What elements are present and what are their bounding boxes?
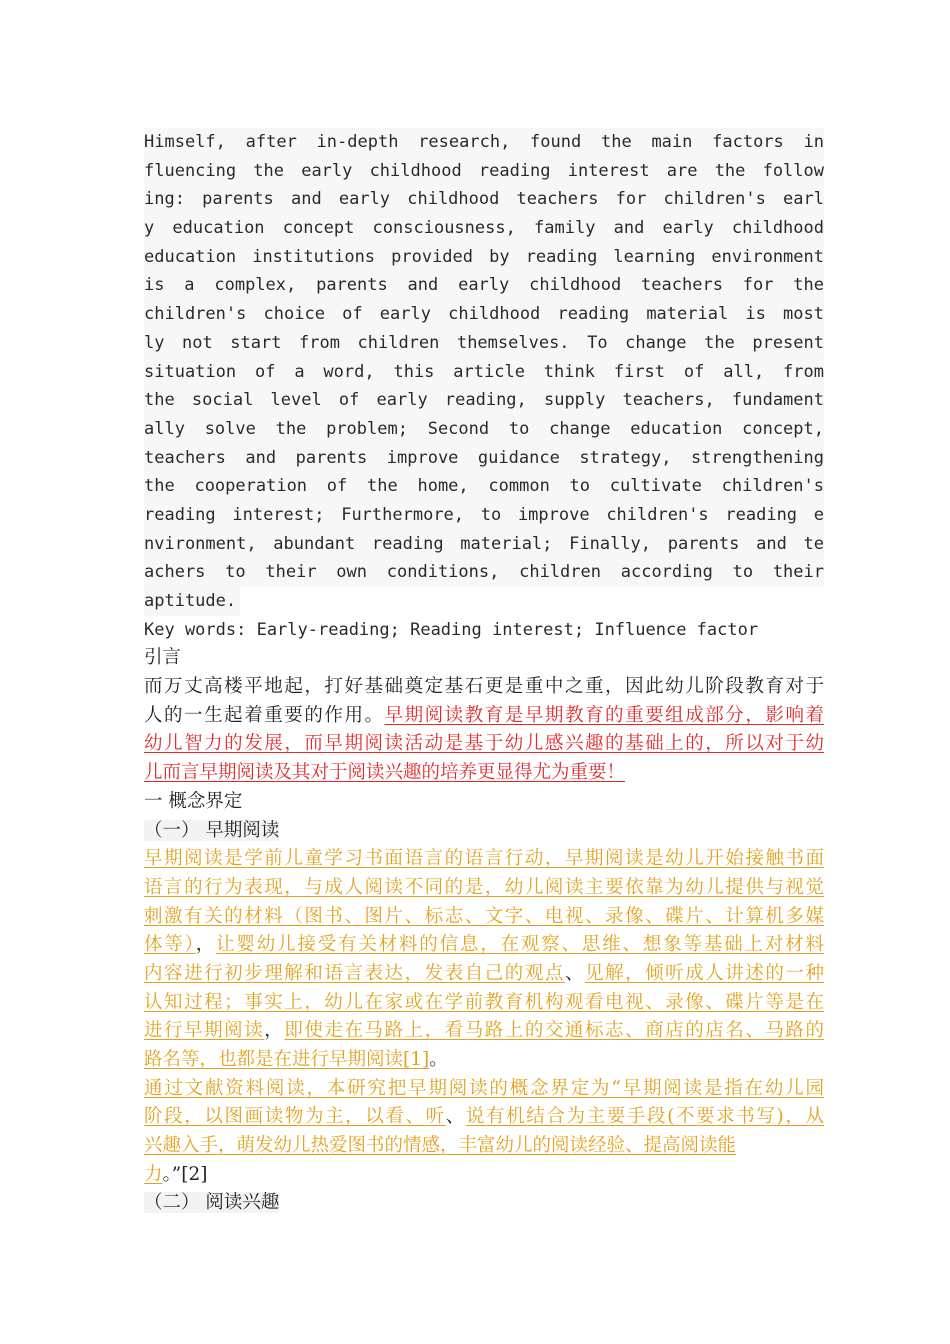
abstract-line: children's choice of early childhood reading material is most (144, 300, 824, 329)
subsection-heading-text: （一） 早期阅读 (144, 819, 280, 841)
highlighted-text: 路名等，也都是在进行早期阅读[1] (144, 1049, 430, 1070)
text-span: 人的一生起着重要的作用。 (144, 704, 385, 726)
highlighted-text: 说有机结合为主要手段(不要求书写)，从 (465, 1106, 824, 1128)
highlighted-text: 早期阅读教育是早期教育的重要组成部分，影响着 (384, 704, 824, 726)
text-line (144, 730, 824, 759)
text-span: ， (195, 934, 217, 956)
abstract-line: y education concept consciousness, family and early childhood (144, 214, 824, 243)
abstract-line: ing: parents and early childhood teachers for children's earl (144, 185, 824, 214)
text-span: 、 (564, 962, 585, 984)
text-line (144, 845, 824, 874)
highlighted-text: 内容进行初步理解和语言表达，发表自己的观点 (144, 962, 565, 984)
abstract-line: ally solve the problem; Second to change education concept, (144, 415, 824, 444)
text-line (144, 989, 824, 1018)
subsection-heading (144, 817, 824, 846)
highlighted-text: 幼儿阅读主要依靠为幼儿提供与视觉 (504, 876, 824, 898)
english-abstract (144, 128, 824, 616)
text-span: 。”[2] (162, 1163, 208, 1185)
text-line (144, 1075, 824, 1104)
text-line: 而万丈高楼平地起，打好基础奠定基石更是重中之重，因此幼儿阶段教育对于 (144, 676, 824, 698)
text-line (144, 702, 824, 731)
text-line (144, 931, 824, 960)
abstract-line: nvironment, abundant reading material; Finally, parents and te (144, 530, 824, 559)
highlighted-text: 让婴幼儿接受有关材料的信息，在观察、思维、想象等基础上对材料 (216, 934, 824, 956)
keywords: Key words: Early-reading; Reading interest; Influence factor (144, 619, 759, 640)
definition-paragraph-2 (144, 1075, 824, 1190)
abstract-line: achers to their own conditions, children according to their (144, 558, 824, 587)
text-span: ， (264, 1020, 285, 1042)
subsection-heading-text: （二） 阅读兴趣 (144, 1192, 280, 1214)
abstract-line: Himself, after in-depth research, found the main factors in (144, 128, 824, 157)
abstract-line: the social level of early reading, supply teachers, fundament (144, 386, 824, 415)
highlighted-text: 幼儿智力的发展，而早期阅读活动是基于幼儿感兴趣的基础上的，所以对于幼 (144, 733, 824, 755)
text-line (144, 960, 824, 989)
highlighted-text: 儿而言早期阅读及其对于阅读兴趣的培养更显得尤为重要！ (144, 762, 626, 784)
abstract-line: is a complex, parents and early childhood teachers for the (144, 271, 824, 300)
abstract-line: reading interest; Furthermore, to improve children's reading e (144, 501, 824, 530)
highlighted-text: 进行早期阅读 (144, 1020, 265, 1042)
intro-paragraph (144, 673, 824, 788)
highlighted-text: 刺激有关的材料（图书、图片、标志、文字、电视、录像、碟片、计算机多媒 (144, 905, 824, 927)
highlighted-text: 通过文献资料阅读，本研究把早期阅读的概念界定为“早期阅读是指在幼儿园 (144, 1077, 824, 1099)
text-line (144, 759, 824, 788)
text-line (144, 1017, 824, 1046)
highlighted-text: 兴趣入手，萌发幼儿热爱图书的情感，丰富幼儿的阅读经验、提高阅读能 (144, 1135, 737, 1157)
abstract-line: fluencing the early childhood reading interest are the follow (144, 157, 824, 186)
text-line (144, 874, 824, 903)
text-line (144, 1046, 824, 1075)
definition-paragraph (144, 845, 824, 1075)
abstract-line: situation of a word, this article think first of all, from (144, 358, 824, 387)
highlighted-text: 阶段，以图画读物为主，以看、听 (144, 1106, 446, 1128)
section-heading: 一 概念界定 (144, 790, 243, 812)
abstract-line: the cooperation of the home, common to cultivate children's (144, 472, 824, 501)
highlighted-text: 早期阅读是学前儿童学习书面语言的语言行动，早期阅读是幼儿开始接触书面 (144, 848, 824, 870)
text-span: 、 (445, 1106, 466, 1128)
text-line (144, 1161, 824, 1190)
abstract-line: teachers and parents improve guidance strategy, strengthening (144, 444, 824, 473)
text-line (144, 903, 824, 932)
intro-heading: 引言 (144, 647, 182, 669)
text-span: 。 (429, 1049, 448, 1070)
document-page (144, 128, 824, 1218)
highlighted-text: 力 (144, 1163, 163, 1185)
abstract-line: aptitude. (144, 587, 240, 616)
highlighted-text: 见解，倾听成人讲述的一种 (584, 962, 824, 984)
highlighted-text: 语言的行为表现，与成人阅读不同的是， (144, 876, 505, 898)
abstract-line: ly not start from children themselves. To change the present (144, 329, 824, 358)
highlighted-text: 体等） (144, 934, 196, 956)
subsection-heading (144, 1189, 824, 1218)
highlighted-text: 即使走在马路上，看马路上的交通标志、商店的店名、马路的 (284, 1020, 824, 1042)
abstract-line: education institutions provided by reading learning environment (144, 243, 824, 272)
text-line (144, 1103, 824, 1132)
text-line (144, 1132, 824, 1161)
highlighted-text: 认知过程；事实上，幼儿在家或在学前教育机构观看电视、录像、碟片等是在 (144, 991, 824, 1013)
